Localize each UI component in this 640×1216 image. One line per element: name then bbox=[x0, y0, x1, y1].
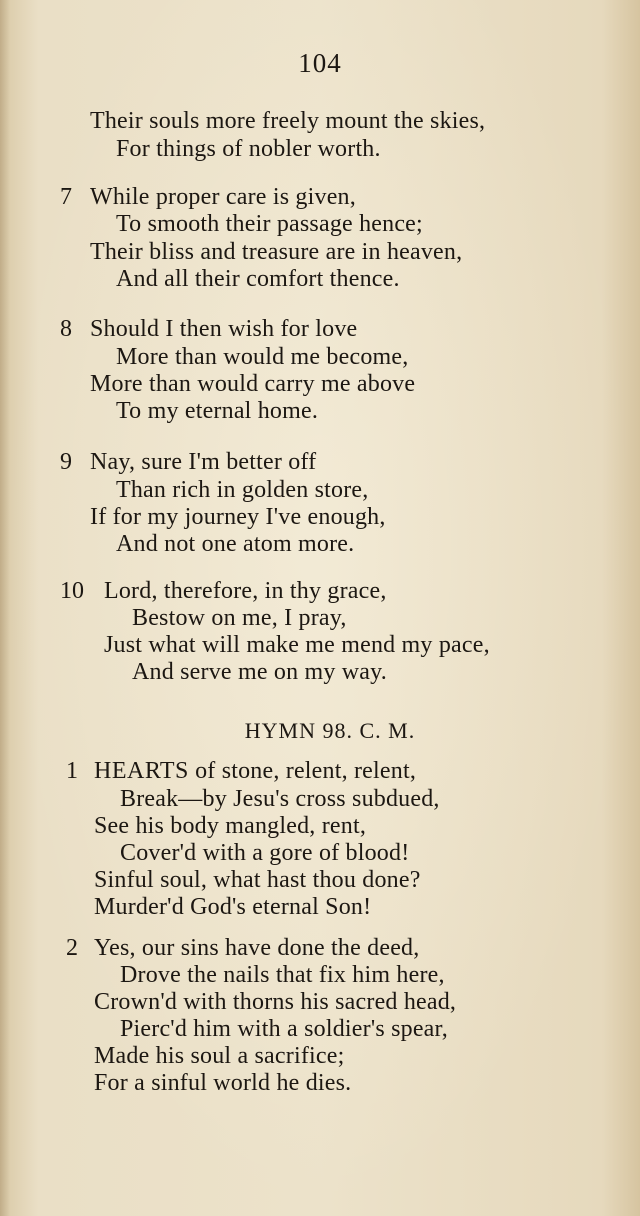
verse-line: For a sinful world he dies. bbox=[94, 1070, 352, 1096]
page-number: 104 bbox=[298, 48, 342, 78]
first-word-caps: HEARTS bbox=[94, 758, 189, 784]
verse-line: Sinful soul, what hast thou done? bbox=[94, 867, 421, 893]
verse-line: Break—by Jesu's cross subdued, bbox=[120, 786, 440, 812]
verse-line: Just what will make me mend my pace, bbox=[104, 632, 490, 658]
verse-line: To my eternal home. bbox=[116, 398, 319, 424]
verse-line: Bestow on me, I pray, bbox=[132, 605, 347, 631]
verse-number: 2 bbox=[66, 935, 78, 961]
verse-line: Nay, sure I'm better off bbox=[90, 449, 317, 475]
verse-line: While proper care is given, bbox=[90, 184, 356, 210]
verse-line: Drove the nails that fix him here, bbox=[120, 962, 445, 988]
verse-number: 1 bbox=[66, 758, 78, 784]
verse-line: Their bliss and treasure are in heaven, bbox=[90, 239, 463, 265]
verse-line-first bbox=[94, 758, 416, 785]
verse-line: Their souls more freely mount the skies, bbox=[90, 108, 486, 134]
verse-number: 7 bbox=[60, 184, 72, 210]
verse-line: Yes, our sins have done the deed, bbox=[94, 935, 420, 961]
verse-line: See his body mangled, rent, bbox=[94, 813, 367, 839]
verse-line: More than would me become, bbox=[116, 344, 409, 370]
verse-line: Pierc'd him with a soldier's spear, bbox=[120, 1016, 448, 1042]
verse-line: And not one atom more. bbox=[116, 531, 355, 557]
verse-line: And serve me on my way. bbox=[132, 659, 387, 685]
verse-line: Than rich in golden store, bbox=[116, 477, 369, 503]
verse-line: Lord, therefore, in thy grace, bbox=[104, 578, 387, 604]
first-line-rest: of stone, relent, relent, bbox=[188, 758, 417, 784]
page-edge-shadow bbox=[0, 0, 10, 1216]
verse-line: To smooth their passage hence; bbox=[116, 211, 423, 237]
verse-line: Crown'd with thorns his sacred head, bbox=[94, 989, 457, 1015]
verse-number: 10 bbox=[60, 578, 84, 604]
verse-number: 9 bbox=[60, 449, 72, 475]
verse-line: Murder'd God's eternal Son! bbox=[94, 894, 372, 920]
verse-number: 8 bbox=[60, 316, 72, 342]
verse-line: If for my journey I've enough, bbox=[90, 504, 386, 530]
verse-line: Should I then wish for love bbox=[90, 316, 358, 342]
verse-line: For things of nobler worth. bbox=[116, 136, 381, 162]
verse-line: Made his soul a sacrifice; bbox=[94, 1043, 345, 1069]
verse-line: More than would carry me above bbox=[90, 371, 416, 397]
verse-line: And all their comfort thence. bbox=[116, 266, 400, 292]
hymn-title: HYMN 98. C. M. bbox=[244, 718, 416, 743]
verse-line: Cover'd with a gore of blood! bbox=[120, 840, 410, 866]
